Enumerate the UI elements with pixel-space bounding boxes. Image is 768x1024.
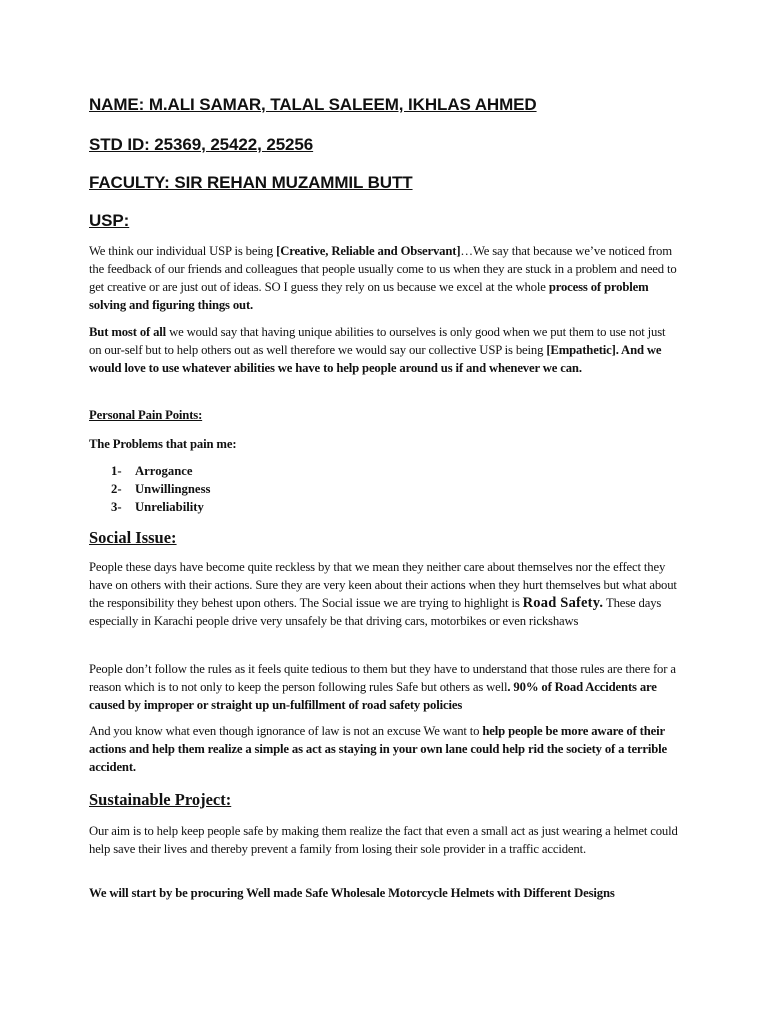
project-paragraph-2: We will start by be procuring Well made Safe Wholesale Motorcycle Helmets with Different Designs [89,886,615,900]
problems-list [111,462,210,516]
problems-subheading: The Problems that pain me: [89,437,237,451]
list-item-text: Unreliability [135,500,204,514]
usp-paragraph-1 [89,242,679,314]
usp-p1-text-1: We think our individual USP is being [89,244,277,258]
list-item [111,480,210,498]
social-p2-bold-1: . 90% of Road Accidents are caused by improper or straight up un-fulfillment of road safety policies [89,680,657,712]
usp-p2-text-1: we would say that having unique abilities to ourselves is only good when we put them to use not just on our-self but to help others out as well therefore we would say our collective USP is being [89,325,666,357]
road-safety-highlight: Road Safety. [522,595,604,611]
usp-p1-text-2: …We say that because we’ve noticed from the feedback of our friends and colleagues that people usually come to us when they are stuck in a problem and need to get creative or are just out of ideas. SO I guess they rely on us because we excel at the whole [89,244,677,294]
social-p1-text-1: People these days have become quite reckless by that we mean they neither care about themselves nor the effect they have on others with their actions. Sure they are very keen about their actions when they hurt themselves but what about the responsibility they behest upon others. The Social issue we are trying to highlight is [89,560,677,610]
social-p2-text-1: People don’t follow the rules as it feels quite tedious to them but they have to understand that those rules are there for a reason which is to not only to keep the person following rules Safe but others as well [89,662,676,694]
list-item-text: Unwillingness [135,482,211,496]
usp-p2-bold-1: But most of all [89,325,167,339]
list-item-number: 3- [111,500,122,514]
faculty-heading: FACULTY: SIR REHAN MUZAMMIL BUTT [89,173,413,192]
social-p3-bold-1: help people be more aware of their actions and help them realize a simple as act as staying in your own lane could help rid the society of a terrible accident. [89,724,668,774]
project-paragraph-1: Our aim is to help keep people safe by making them realize the fact that even a small act as just wearing a helmet could help save their lives and thereby prevent a family from losing their sole provider in a traffic accident. [89,824,678,856]
social-issue-heading: Social Issue: [89,528,177,547]
social-paragraph-3 [89,722,679,776]
list-item-text: Arrogance [135,464,193,478]
names-heading: NAME: M.ALI SAMAR, TALAL SALEEM, IKHLAS AHMED [89,95,537,114]
social-paragraph-1 [89,558,679,630]
usp-heading: USP: [89,211,130,230]
list-item [111,498,210,516]
social-paragraph-2 [89,660,679,714]
list-item-number: 1- [111,464,122,478]
usp-p1-bold-1: [Creative, Reliable and Observant] [276,244,461,258]
sustainable-project-heading: Sustainable Project: [89,790,232,809]
pain-points-heading: Personal Pain Points: [89,408,203,422]
usp-paragraph-2 [89,323,679,377]
list-item [111,462,210,480]
usp-p2-bold-2: [Empathetic] [546,343,616,357]
social-p1-text-2: These days especially in Karachi people drive very unsafely be that driving cars, motorbikes or even rickshaws [89,596,662,628]
social-p3-text-1: And you know what even though ignorance of law is not an excuse We want to [89,724,483,738]
usp-p2-bold-3: . And we would love to use whatever abilities we have to help people around us if and whenever we can. [89,343,662,375]
list-item-number: 2- [111,482,122,496]
student-id-heading: STD ID: 25369, 25422, 25256 [89,135,314,154]
usp-p1-bold-2: process of problem solving and figuring things out. [89,280,649,312]
